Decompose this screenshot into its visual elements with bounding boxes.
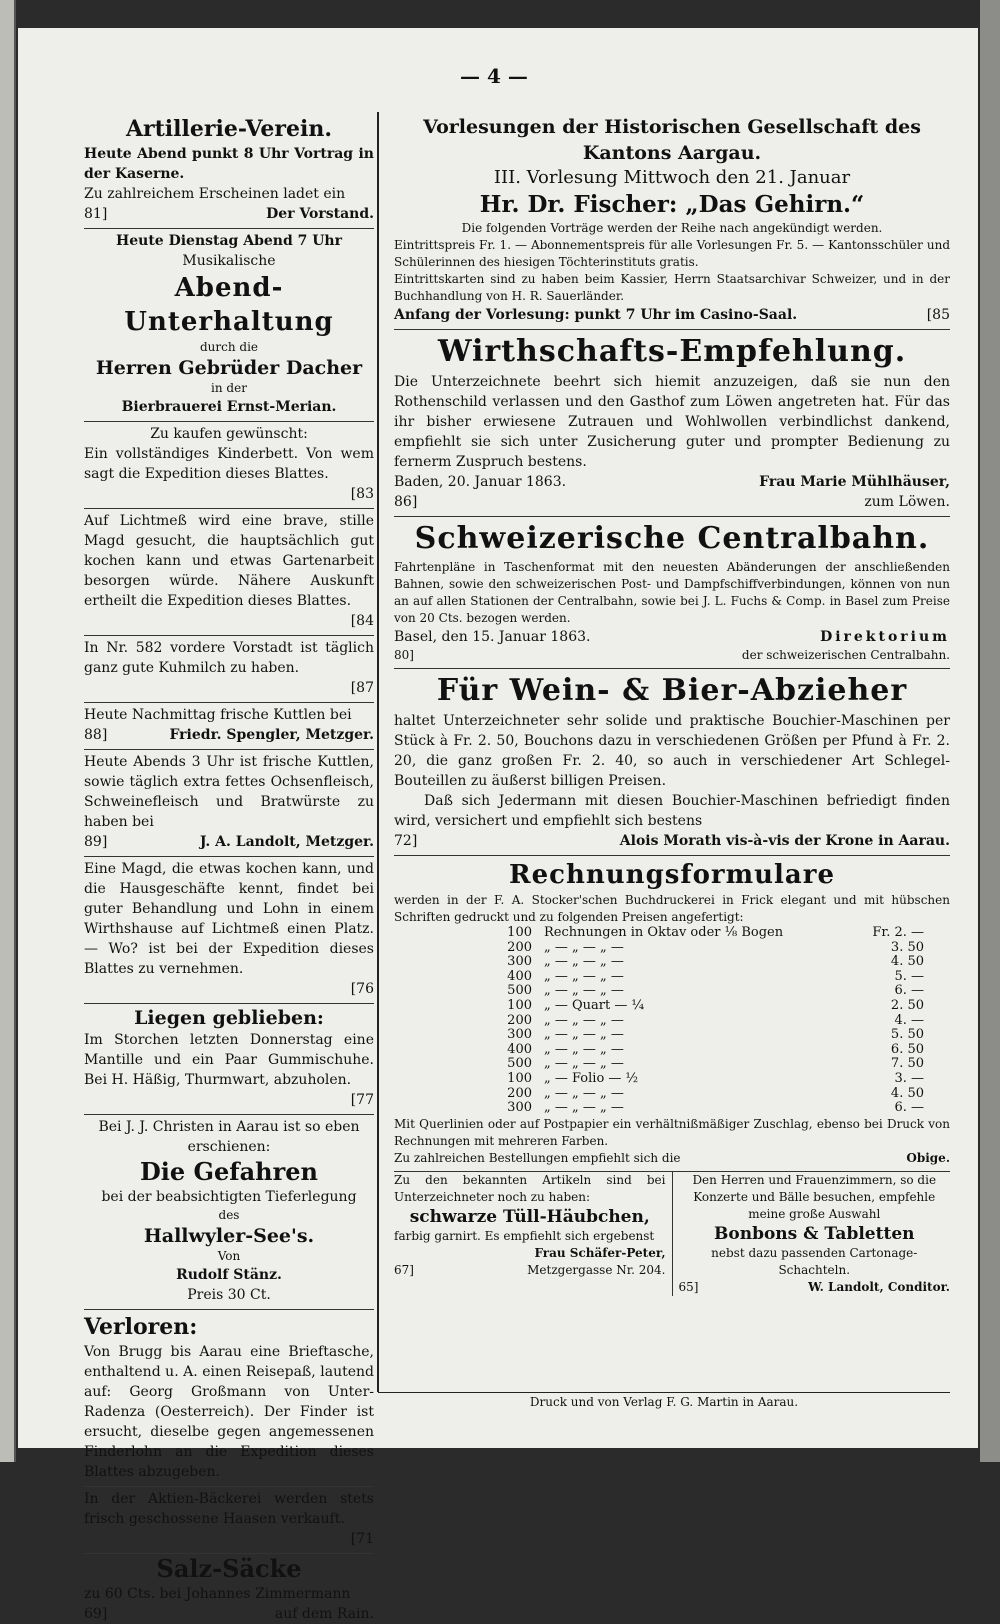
ad-number: 69] [84,1606,108,1622]
price-cell-d: „ — „ — „ — [544,1012,624,1028]
ad-text: werden in der F. A. Stocker'schen Buchdruckerei in Frick elegant und mit hübschen Schriften gedruckt und zu folgenden Preisen angefertigt: [394,893,950,924]
ad-signature: Friedr. Spengler, Metzger. [169,727,374,743]
ad-signature: J. A. Landolt, Metzger. [199,834,374,850]
ad-artillerie [84,112,374,229]
ad-rechnungsformulare [394,856,950,1172]
ad-text: Herren Gebrüder Dacher [95,357,363,379]
price-cell-q: 100 [507,1070,532,1086]
ad-bonbons [673,1172,951,1296]
ad-text: Die folgenden Vorträge werden der Reihe nach angekündigt werden. [461,221,883,235]
ad-signature: Der Vorstand. [266,206,374,222]
price-cell-q: 400 [507,1041,532,1057]
ad-number: 89] [84,834,108,850]
ad-number: [77 [350,1092,374,1108]
ad-text: Musikalische [182,253,276,269]
price-cell-q: 300 [507,1027,532,1043]
ad-number: 80] [394,648,414,662]
ad-signature: auf dem Rain. [274,1606,374,1622]
ad-text: Heute Abends 3 Uhr ist frische Kuttlen, sowie täglich extra fettes Ochsenfleisch, Schweinefleisch und Bratwürste zu haben bei [84,754,374,830]
price-cell-d: „ — Quart — ¼ [544,997,645,1013]
ad-text: Zu zahlreichen Bestellungen empfiehlt sich die [394,1150,681,1165]
price-row [474,970,950,985]
ad-text: Bierbrauerei Ernst-Merian. [121,399,337,415]
ad-salz-saecke [84,1554,374,1624]
ad-text: Den Herren und Frauenzimmern, so die Konzerte und Bälle besuchen, empfehle meine große Auswahl [692,1172,937,1221]
price-row [474,1072,950,1087]
ad-text: zu 60 Cts. bei Johannes Zimmermann [84,1586,351,1602]
ad-gefahren [84,1115,374,1310]
price-cell-d: Rechnungen in Oktav oder ⅛ Bogen [544,925,784,940]
ad-title: Artillerie-Verein. [125,116,332,142]
ad-text: Die Unterzeichnete beehrt sich hiemit anzuzeigen, daß sie nun den Rothenschild verlassen und den Gasthof zum Löwen angetreten hat. Für das ihr bisher erwiesene Zutrauen und Wohlwollen verbindlichst dankend, empfiehlt sie sich unter Zusicherung guter und prompter Bedienung zu fernerm Zuspruch bestens. [394,374,950,470]
ad-text: Rudolf Stänz. [176,1267,282,1283]
ad-text: farbig garnirt. Es empfiehlt sich ergebenst [394,1228,655,1243]
price-cell-p: 3. 50 [890,939,924,955]
ad-title: Abend-Unterhaltung [124,273,334,337]
ad-text: Eine Magd, die etwas kochen kann, und die Hausgeschäfte kennt, findet bei guter Behandlung und Lohn in einem Wirthshause auf Lichtmeß einen Platz. — Wo? ist bei der Expedition dieses Blattes zu vernehmen. [84,861,374,977]
ad-kuhmilch [84,636,374,703]
price-cell-q: 100 [507,925,532,940]
price-cell-p: 6. 50 [890,1041,924,1057]
ad-kuttlen [84,703,374,750]
ad-centralbahn [394,517,950,669]
ad-text: Mit Querlinien oder auf Postpapier ein verhältnißmäßiger Zuschlag, ebenso bei Druck von Rechnungen mit mehreren Farben. [394,1116,950,1148]
ad-text: haltet Unterzeichneter sehr solide und praktische Bouchier-Maschinen per Stück à Fr. 2. 50, Bouchons dazu in verschiedenen Größen per Pfund à Fr. 2. 20, die ganz großen Fr. 2. 40, so auch in verschiedener Art Schlegel-Bouteillen zu äußerst billigen Preisen. [394,713,950,789]
ad-number: 86] [394,494,418,510]
ad-vorlesungen [394,112,950,330]
price-cell-d: „ — „ — „ — [544,1085,624,1101]
ad-text: Ein vollständiges Kinderbett. Von wem sagt die Expedition dieses Blattes. [84,446,374,482]
ad-signature: Obige. [906,1150,950,1165]
imprint-footer: Druck und von Verlag F. G. Martin in Aarau. [378,1392,950,1409]
ad-number: [84 [350,613,374,629]
ad-text: durch die [199,340,259,354]
ad-signature: Frau Schäfer-Peter, [534,1245,666,1260]
ad-title: Für Wein- & Bier-Abzieher [436,673,908,708]
ad-signature: Frau Marie Mühlhäuser, [759,474,950,490]
price-cell-p: 2. 50 [890,997,924,1013]
price-cell-p: 5. 50 [890,1027,924,1043]
ad-text: Von [217,1249,241,1263]
ad-text: Hr. Dr. Fischer: „Das Gehirn.“ [479,191,865,218]
ad-wein-bier [394,669,950,856]
price-cell-d: „ — „ — „ — [544,968,624,984]
price-cell-d: „ — „ — „ — [544,1056,624,1072]
price-row [474,984,950,999]
price-row [474,1057,950,1072]
price-cell-q: 200 [507,939,532,955]
ad-text: Heute Dienstag Abend 7 Uhr [116,233,342,249]
ad-signature: Metzgergasse Nr. 204. [527,1262,666,1277]
ad-text: des [218,1208,240,1222]
ad-number: [83 [350,486,374,502]
price-cell-d: „ — „ — „ — [544,1100,624,1116]
ad-title: Bonbons & Tabletten [714,1223,915,1244]
ad-title: Verloren: [84,1314,198,1340]
price-cell-p: 6. — [894,1100,924,1116]
ad-haasen [84,1487,374,1554]
ad-title: Salz-Säcke [156,1554,302,1583]
ad-text: bei der beabsichtigten Tieferlegung [101,1189,357,1205]
price-row [474,1101,950,1116]
price-cell-q: 500 [507,983,532,999]
price-cell-p: 4. 50 [890,954,924,970]
ad-text: Anfang der Vorlesung: punkt 7 Uhr im Casino-Saal. [394,307,798,323]
ad-text: Zu kaufen gewünscht: [150,426,308,442]
ad-text: In der Aktien-Bäckerei werden stets frisch geschossene Haasen verkauft. [84,1491,374,1527]
ad-magd-wirthshaus [84,857,374,1004]
ad-text: Auf Lichtmeß wird eine brave, stille Magd gesucht, die hauptsächlich gut kochen kann und etwas Gartenarbeit besorgen würde. Nähere Auskunft ertheilt die Expedition dieses Blattes. [84,513,374,609]
ad-title: Wirthschafts-Empfehlung. [437,334,907,369]
ad-title [394,519,950,559]
price-row [474,999,950,1014]
ad-text: Von Brugg bis Aarau eine Brieftasche, enthaltend u. A. einen Reisepaß, lautend auf: Georg Großmann von Unter-Radenza (Oesterreich). Der Finder ist ersucht, dieselbe gegen angemessenen Finderlohn an die Expedition dieses Blattes abzugeben. [84,1344,374,1480]
ad-number: 72] [394,833,418,849]
ad-abend-unterhaltung [84,229,374,422]
ad-date: Basel, den 15. Januar 1863. [394,629,591,645]
ad-wirthschafts-empfehlung [394,330,950,517]
right-column [378,112,950,1296]
price-row [474,926,950,941]
price-cell-d: „ — „ — „ — [544,983,624,999]
price-cell-d: „ — Folio — ½ [544,1070,639,1086]
ad-number: [87 [350,680,374,696]
ad-title: Die Gefahren [139,1157,318,1186]
ad-number: [85 [926,307,950,323]
price-cell-q: 200 [507,1012,532,1028]
price-row [474,1014,950,1029]
price-row [474,1028,950,1043]
price-row [474,941,950,956]
price-cell-q: 100 [507,997,532,1013]
ad-title: Rechnungsformulare [508,860,835,890]
ad-liegen-geblieben [84,1004,374,1115]
ad-magd [84,509,374,636]
ad-text: Zu den bekannten Artikeln sind bei Unterzeichneter noch zu haben: [394,1172,666,1204]
price-cell-q: 400 [507,968,532,984]
price-cell-d: „ — „ — „ — [544,954,624,970]
ad-signature: Alois Morath vis-à-vis der Krone in Aarau. [619,833,950,849]
ad-number: [76 [350,981,374,997]
ad-landolt-metzger [84,750,374,857]
ad-text: Eintrittspreis Fr. 1. — Abonnementspreis für alle Vorlesungen Fr. 5. — Kantonsschüler und Schülerinnen des hiesigen Töchterinstituts gratis. [394,238,950,269]
ad-text: Im Storchen letzten Donnerstag eine Mantille und ein Paar Gummischuhe. Bei H. Häßig, Thurmwart, abzuholen. [84,1032,374,1088]
ad-text: nebst dazu passenden Cartonage-Schachteln. [711,1245,918,1277]
price-cell-q: 300 [507,1100,532,1116]
ad-signature: Direktorium [820,629,950,645]
ad-number: 65] [678,1279,699,1294]
ad-text: Eintrittskarten sind zu haben beim Kassier, Herrn Staatsarchivar Schweizer, und in der Buchhandlung von H. R. Sauerländer. [394,272,950,303]
price-row [474,955,950,970]
price-cell-d: „ — „ — „ — [544,1027,624,1043]
price-cell-p: 4. — [894,1012,924,1028]
ad-text: Zu zahlreichem Erscheinen ladet ein [84,186,346,202]
bottom-ads [394,1172,950,1296]
left-column [84,112,374,1624]
ad-title: schwarze Tüll-Häubchen, [409,1206,650,1227]
price-table [474,926,950,1116]
ad-signature: W. Landolt, Conditor. [808,1279,950,1294]
ad-text: Daß sich Jedermann mit diesen Bouchier-Maschinen befriedigt finden wird, versichert und empfiehlt sich bestens [394,793,950,829]
ad-title-text: Schweizerische Centralbahn. [414,521,930,556]
ad-title: Vorlesungen der Historischen Gesellschaft des Kantons Aargau. [423,116,921,164]
ad-text: Heute Abend punkt 8 Uhr Vortrag in der Kaserne. [84,146,374,182]
ad-text: Preis 30 Ct. [187,1287,271,1303]
price-cell-p: Fr. 2. — [872,925,924,940]
ad-text: Hallwyler-See's. [143,1225,315,1247]
ad-date: Baden, 20. Januar 1863. [394,474,567,490]
ad-signature: der schweizerischen Centralbahn. [741,648,950,662]
price-row [474,1087,950,1102]
price-cell-p: 3. — [894,1070,924,1086]
ad-number: 67] [394,1262,414,1277]
price-cell-q: 300 [507,954,532,970]
price-cell-p: 7. 50 [890,1056,924,1072]
ad-number: 81] [84,206,108,222]
ad-text: In Nr. 582 vordere Vorstadt ist täglich ganz gute Kuhmilch zu haben. [84,640,374,676]
price-cell-p: 6. — [894,983,924,999]
price-cell-d: „ — „ — „ — [544,939,624,955]
price-cell-q: 200 [507,1085,532,1101]
price-cell-q: 500 [507,1056,532,1072]
ad-verloren [84,1310,374,1487]
price-cell-p: 4. 50 [890,1085,924,1101]
ad-tuell [394,1172,673,1296]
ad-text: Bei J. J. Christen in Aarau ist so eben erschienen: [98,1119,360,1155]
ad-number: [71 [350,1531,374,1547]
page-number: — 4 — [460,64,528,88]
ad-text: in der [211,381,247,395]
ad-signature: zum Löwen. [864,494,950,510]
price-row [474,1043,950,1058]
ad-kinderbett [84,422,374,509]
ad-text: Heute Nachmittag frische Kuttlen bei [84,707,352,723]
price-cell-p: 5. — [894,968,924,984]
ad-number: 88] [84,727,108,743]
ad-title: Liegen geblieben: [134,1007,324,1029]
ad-text: Fahrtenpläne in Taschenformat mit den neuesten Abänderungen der anschließenden Bahnen, sowie den schweizerischen Post- und Dampfschiffverbindungen, können von nun an auf allen Stationen der Centralbahn, sowie bei J. L. Fuchs & Comp. in Basel zum Preise von 20 Cts. bezogen werden. [394,560,950,625]
price-cell-d: „ — „ — „ — [544,1041,624,1057]
ad-text: III. Vorlesung Mittwoch den 21. Januar [493,167,851,188]
